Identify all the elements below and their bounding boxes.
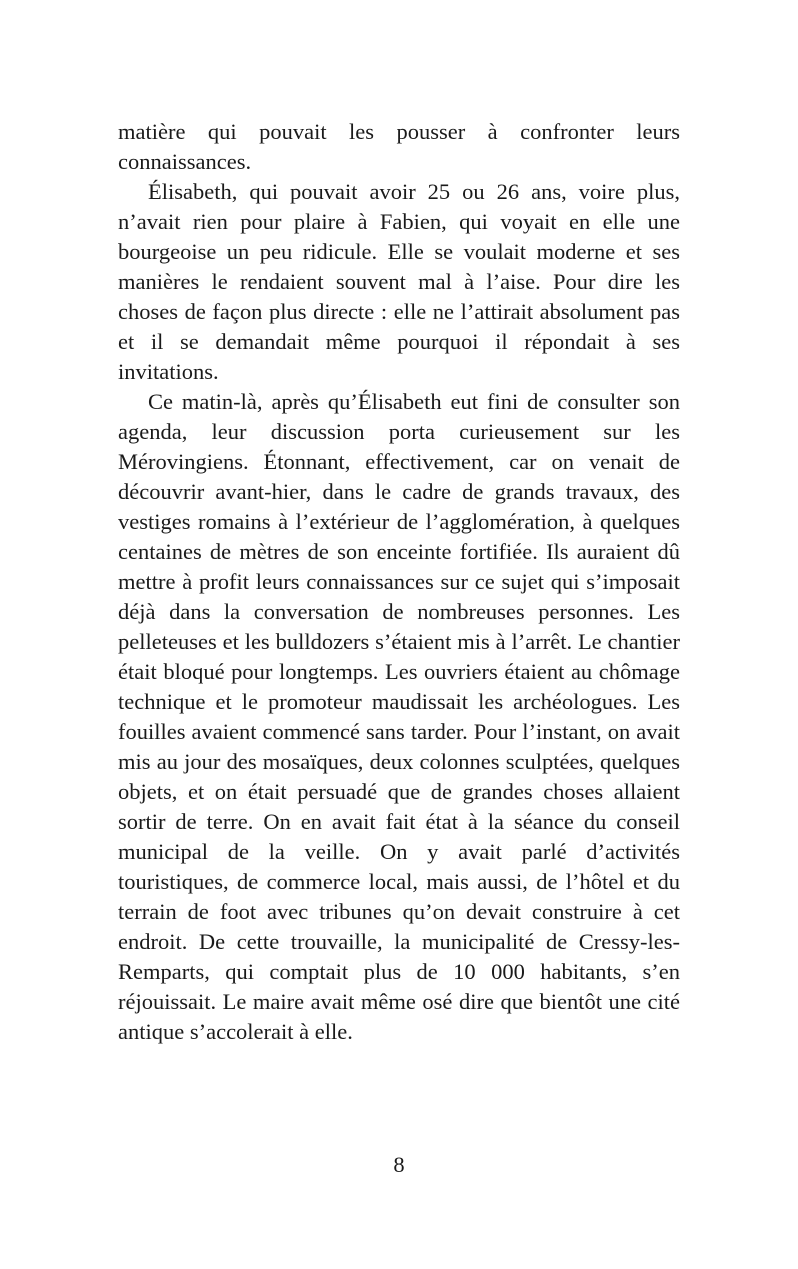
paragraph-elisabeth: Élisabeth, qui pouvait avoir 25 ou 26 ans, voire plus, n’avait rien pour plaire à Fabien, qui voyait en elle une bourgeoise un peu ridicule. Elle se voulait moderne et ses manières le rendaient souvent mal à l’aise. Pour dire les choses de façon plus directe : elle ne l’attirait absolument pas et il se demandait même pourquoi il répondait à ses invitations. [118, 179, 680, 384]
body-text [118, 117, 680, 1047]
paragraph-continuation: matière qui pouvait les pousser à confronter leurs connaissances. [118, 119, 680, 174]
paragraph-merovingiens: Ce matin-là, après qu’Élisabeth eut fini de consulter son agenda, leur discussion porta curieusement sur les Mérovingiens. Étonnant, effectivement, car on venait de découvrir avant-hier, dans le cadre de grands travaux, des vestiges romains à l’extérieur de l’agglomération, à quelques centaines de mètres de son enceinte fortifiée. Ils auraient dû mettre à profit leurs connaissances sur ce sujet qui s’imposait déjà dans la conversation de nombreuses personnes. Les pelleteuses et les bulldozers s’étaient mis à l’arrêt. Le chantier était bloqué pour longtemps. Les ouvriers étaient au chômage technique et le promoteur maudissait les archéologues. Les fouilles avaient commencé sans tarder. Pour l’instant, on avait mis au jour des mosaïques, deux colonnes sculptées, quelques objets, et on était persuadé que de grandes choses allaient sortir de terre. On en avait fait état à la séance du conseil municipal de la veille. On y avait parlé d’activités touristiques, de commerce local, mais aussi, de l’hôtel et du terrain de foot avec tribunes qu’on devait construire à cet endroit. De cette trouvaille, la municipalité de Cressy-les-Remparts, qui comptait plus de 10 000 habitants, s’en réjouissait. Le maire avait même osé dire que bientôt une cité antique s’accolerait à elle. [118, 389, 680, 1044]
page-number: 8 [393, 1152, 405, 1177]
